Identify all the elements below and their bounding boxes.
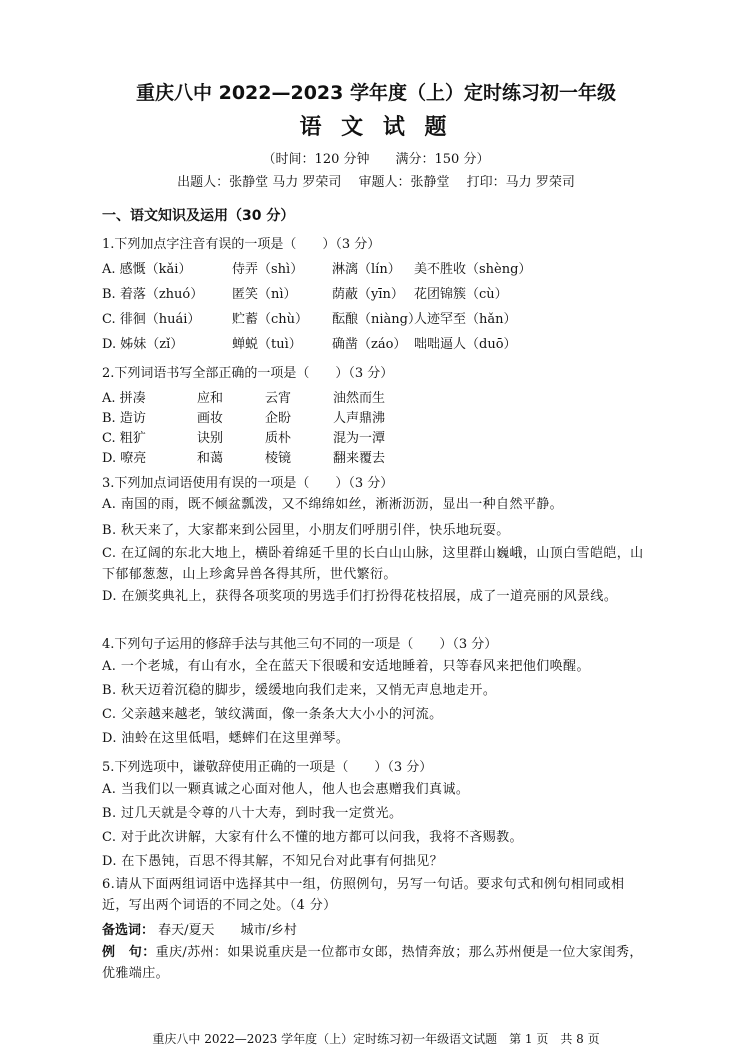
q2-a-2: 应和 [197,391,224,406]
q1-a-1: A. 感慨（kǎi） [102,262,192,277]
q1-option-row [102,258,662,277]
q6-options-label: 备选词： [102,923,155,938]
q1-b-3: 荫蔽（yīn） [332,287,404,302]
q5-stem: 5.下列选项中，谦敬辞使用正确的一项是（ ）（3 分） [102,760,433,775]
q2-a-4: 油然而生 [333,391,386,406]
q4-option-c: C. 父亲越来越老，皱纹满面，像一条条大大小小的河流。 [102,707,443,722]
q3-option-b: B. 秋天来了，大家都来到公园里，小朋友们呼朋引伴，快乐地玩耍。 [102,523,510,538]
q1-option-row [102,333,662,352]
section-heading: 一、语文知识及运用（30 分） [102,208,295,224]
q5-option-c: C. 对于此次讲解，大家有什么不懂的地方都可以问我，我将不吝赐教。 [102,830,523,845]
q2-c-3: 质朴 [265,431,292,446]
q3-option-c: C. 在辽阔的东北大地上，横卧着绵延千里的长白山山脉，这里群山巍峨，山顶白雪皑皑，山下郁郁葱葱，山上珍禽异兽各得其所，世代繁衍。 [102,546,644,582]
q4-stem: 4.下列句子运用的修辞手法与其他三句不同的一项是（ ）（3 分） [102,637,498,652]
q1-b-2: 匿笑（nì） [232,287,297,302]
q6-example-text: 重庆/苏州：如果说重庆是一位都市女郎，热情奔放；那么苏州便是一位大家闺秀，优雅端庄。 [102,945,643,981]
exam-title: 重庆八中 2022—2023 学年度（上）定时练习初一年级 [136,82,616,104]
q4-option-d: D. 油蛉在这里低唱，蟋蟀们在这里弹琴。 [102,731,350,746]
exam-subject-title: 语 文 试 题 [299,115,453,140]
q2-option-row [102,427,502,446]
q2-d-1: D. 嘹亮 [102,451,147,466]
q2-a-1: A. 拼凑 [102,391,146,406]
q1-d-2: 蝉蜕（tuì） [232,337,302,352]
exam-time-info: （时间：120 分钟 满分：150 分） [262,152,490,167]
q1-d-1: D. 姊妹（zǐ） [102,337,184,352]
q2-c-4: 混为一潭 [333,431,386,446]
q1-c-1: C. 徘徊（huái） [102,312,201,327]
q6-options [102,919,297,938]
q6-stem: 6.请从下面两组词语中选择其中一组，仿照例句，另写一句话。要求句式和例句相同或相近，写出两个词语的不同之处。（4 分） [102,877,625,913]
q2-d-4: 翻来覆去 [333,451,386,466]
exam-authors: 出题人：张静堂 马力 罗荣司 审题人：张静堂 打印：马力 罗荣司 [177,175,575,190]
q1-c-3: 酝酿（niàng） [332,312,421,327]
q4-option-b: B. 秋天迈着沉稳的脚步，缓缓地向我们走来，又悄无声息地走开。 [102,683,497,698]
q2-option-row [102,447,502,466]
q5-option-a: A. 当我们以一颗真诚之心面对他人，他人也会惠赠我们真诚。 [102,782,470,797]
q1-option-row [102,308,662,327]
q1-option-row [102,283,662,302]
q6-example-label: 例 句： [102,945,156,960]
q2-b-2: 画妆 [197,411,224,426]
q1-b-1: B. 着落（zhuó） [102,287,204,302]
q1-a-3: 淋漓（lín） [332,262,401,277]
q2-d-3: 棱镜 [265,451,292,466]
q2-b-4: 人声鼎沸 [333,411,386,426]
q1-d-3: 确凿（záo） [332,337,407,352]
q1-a-4: 美不胜收（shèng） [414,262,532,277]
page-footer: 重庆八中 2022—2023 学年度（上）定时练习初一年级语文试题 第 1 页 共 8 页 [152,1032,600,1046]
q6-options-text: 春天/夏天 城市/乡村 [158,923,297,938]
q1-d-4: 咄咄逼人（duō） [414,337,517,352]
q1-a-2: 侍弄（shì） [232,262,304,277]
q2-b-1: B. 造访 [102,411,146,426]
q2-stem: 2.下列词语书写全部正确的一项是（ ）（3 分） [102,366,394,381]
q4-option-a: A. 一个老城，有山有水，全在蓝天下很暖和安适地睡着，只等春风来把他们唤醒。 [102,659,590,674]
q3-option-a: A. 南国的雨，既不倾盆瓢泼，又不绵绵如丝，淅淅沥沥，显出一种自然平静。 [102,497,564,512]
q2-option-row [102,407,502,426]
q2-c-1: C. 粗犷 [102,431,146,446]
q1-c-2: 贮蓄（chù） [232,312,309,327]
q3-stem: 3.下列加点词语使用有误的一项是（ ）（3 分） [102,476,394,491]
q1-c-4: 人迹罕至（hǎn） [414,312,517,327]
q2-c-2: 诀别 [197,431,224,446]
q2-option-row [102,387,502,406]
q3-option-d: D. 在颁奖典礼上，获得各项奖项的男选手们打扮得花枝招展，成了一道亮丽的风景线。 [102,589,618,604]
q1-b-4: 花团锦簇（cù） [414,287,508,302]
q5-option-d: D. 在下愚钝，百思不得其解，不知兄台对此事有何拙见？ [102,854,444,869]
q5-option-b: B. 过几天就是令尊的八十大寿，到时我一定赏光。 [102,806,403,821]
q2-d-2: 和蔼 [197,451,224,466]
q2-b-3: 企盼 [265,411,292,426]
q1-stem: 1.下列加点字注音有误的一项是（ ）（3 分） [102,237,381,252]
q6-example [102,942,647,984]
q2-a-3: 云宵 [265,391,292,406]
